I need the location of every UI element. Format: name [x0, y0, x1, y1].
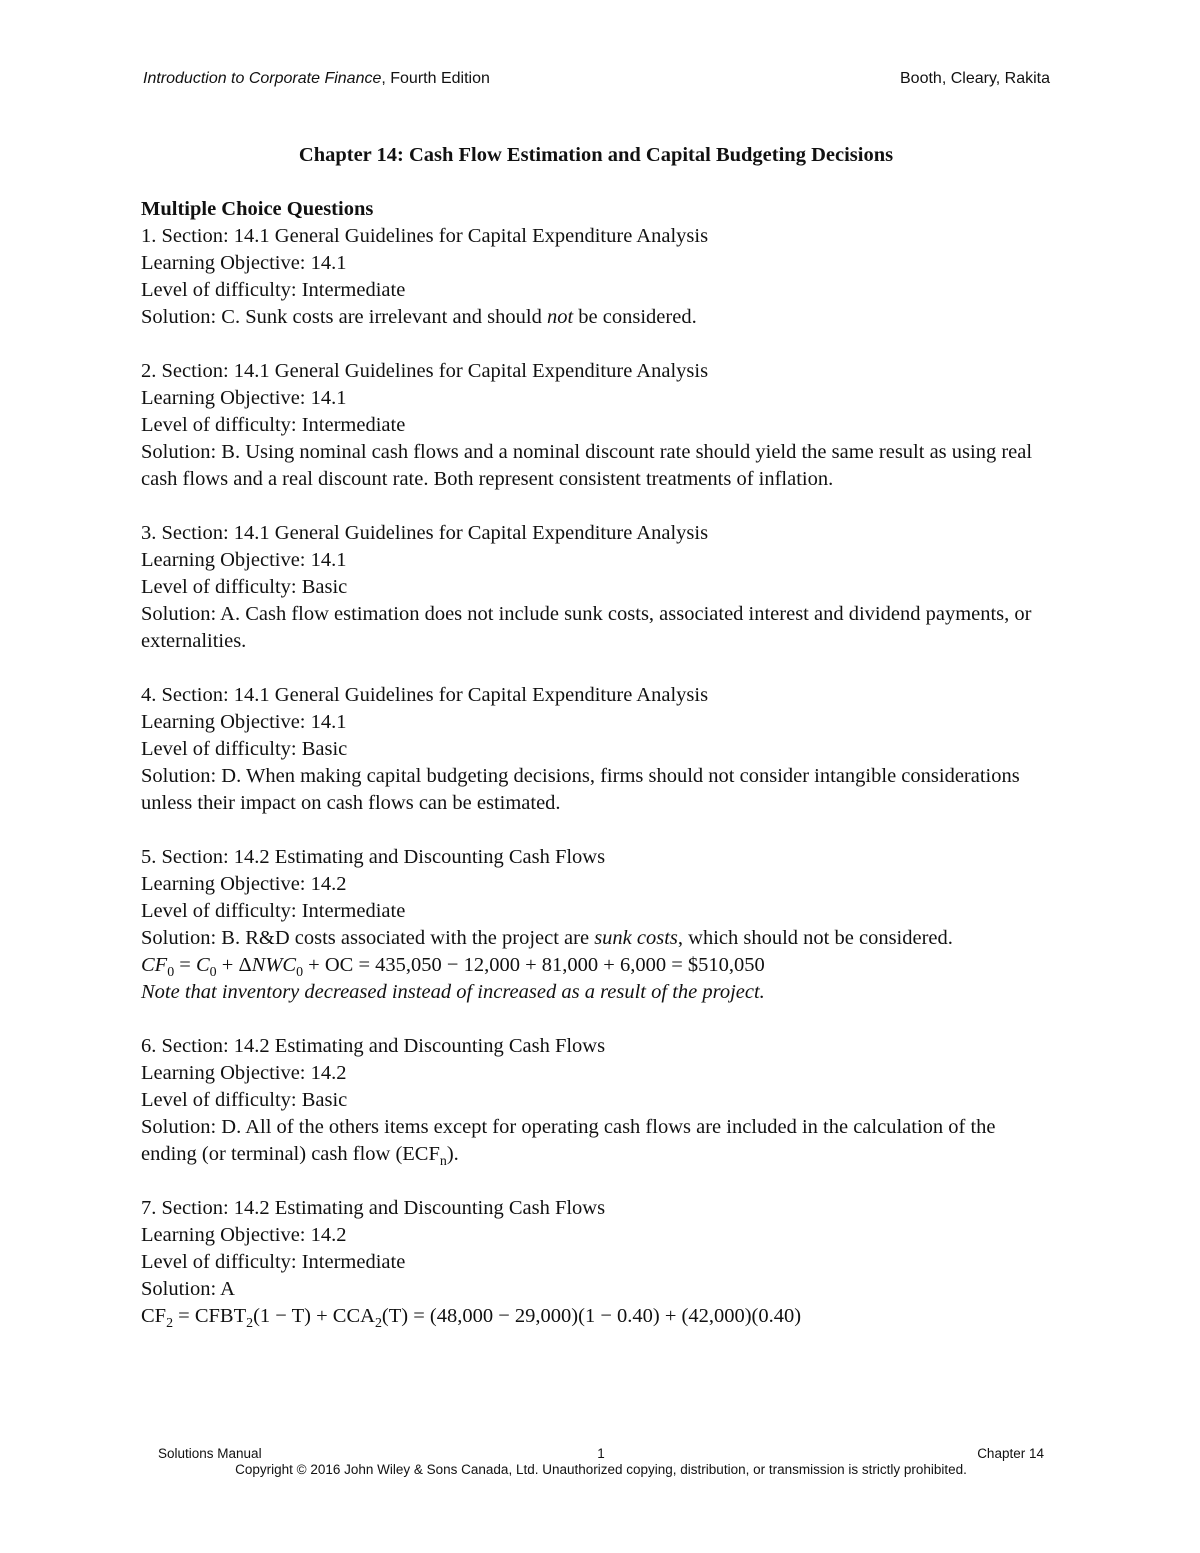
question-section: 4. Section: 14.1 General Guidelines for Capital Expenditure Analysis	[141, 684, 709, 706]
document-body	[141, 138, 1051, 1357]
solution-text: Solution: B. R&D costs associated with the project are	[141, 927, 595, 949]
question-section: 3. Section: 14.1 General Guidelines for Capital Expenditure Analysis	[141, 522, 709, 544]
solution-text-end: , which should not be considered.	[677, 927, 953, 949]
solution-emphasis: not	[546, 306, 574, 328]
question-solution: Solution: A. Cash flow estimation does not include sunk costs, associated interest and dividend payments, or externalities.	[141, 603, 1032, 652]
question-solution	[141, 304, 1051, 331]
question-difficulty: Level of difficulty: Intermediate	[141, 279, 406, 301]
formula-part: (T) = (48,000 − 29,000)(1 − 0.40) + (42,000)(0.40)	[381, 1305, 802, 1327]
question-solution: Solution: A	[141, 1278, 235, 1300]
question-difficulty: Level of difficulty: Basic	[141, 576, 348, 598]
question-section: 5. Section: 14.2 Estimating and Discounting Cash Flows	[141, 846, 606, 868]
solution-text-end: be considered.	[573, 306, 697, 328]
question-note: Note that inventory decreased instead of increased as a result of the project.	[141, 981, 765, 1003]
question-6	[141, 1033, 1051, 1168]
question-difficulty: Level of difficulty: Basic	[141, 738, 348, 760]
footer-chapter-label: Chapter 14	[977, 1446, 1044, 1461]
formula-part: = CFBT	[173, 1305, 247, 1327]
copyright-notice: Copyright © 2016 John Wiley & Sons Canada, Ltd. Unauthorized copying, distribution, or transmission is strictly prohibited.	[235, 1462, 967, 1477]
running-header	[143, 70, 1050, 88]
page-number: 1	[597, 1446, 605, 1461]
question-solution	[141, 925, 1051, 952]
formula-c: C	[195, 954, 210, 976]
formula-sub: 2	[374, 1316, 382, 1332]
formula-plus: +	[216, 954, 239, 976]
book-title-line	[143, 70, 490, 88]
formula-part: CF	[141, 1305, 167, 1327]
solution-subscript: n	[439, 1154, 447, 1170]
formula-sub: 2	[166, 1316, 174, 1332]
book-authors: Booth, Cleary, Rakita	[900, 70, 1050, 87]
question-objective: Learning Objective: 14.2	[141, 1224, 347, 1246]
solution-text: Solution: D. All of the others items except for operating cash flows are included in the calculation of the ending (or terminal) cash flow (ECF	[141, 1116, 996, 1165]
question-section: 1. Section: 14.1 General Guidelines for Capital Expenditure Analysis	[141, 225, 709, 247]
question-4	[141, 682, 1051, 817]
question-difficulty: Level of difficulty: Intermediate	[141, 414, 406, 436]
formula-cf-sub: 0	[167, 965, 175, 981]
formula-equals: =	[174, 954, 196, 976]
cash-flow-formula	[141, 952, 1051, 979]
cf2-formula	[141, 1303, 1051, 1330]
question-objective: Learning Objective: 14.1	[141, 252, 347, 274]
footer-row	[158, 1446, 1044, 1461]
question-difficulty: Level of difficulty: Intermediate	[141, 1251, 406, 1273]
solution-text-end: ).	[446, 1143, 459, 1165]
book-title: Introduction to Corporate Finance	[143, 70, 382, 87]
solution-text: Solution: C. Sunk costs are irrelevant and should	[141, 306, 547, 328]
question-objective: Learning Objective: 14.1	[141, 387, 347, 409]
question-objective: Learning Objective: 14.2	[141, 873, 347, 895]
question-2	[141, 358, 1051, 493]
question-difficulty: Level of difficulty: Basic	[141, 1089, 348, 1111]
question-section: 7. Section: 14.2 Estimating and Discounting Cash Flows	[141, 1197, 606, 1219]
section-heading: Multiple Choice Questions	[141, 198, 374, 220]
formula-part: (1 − T) + CCA	[253, 1305, 375, 1327]
chapter-title: Chapter 14: Cash Flow Estimation and Capital Budgeting Decisions	[298, 144, 894, 166]
question-difficulty: Level of difficulty: Intermediate	[141, 900, 406, 922]
question-5	[141, 844, 1051, 1006]
question-solution: Solution: B. Using nominal cash flows and a nominal discount rate should yield the same result as using real cash flows and a real discount rate. Both represent consistent treatments of inflation.	[141, 441, 1033, 490]
question-solution	[141, 1114, 1051, 1168]
question-solution: Solution: D. When making capital budgeting decisions, firms should not consider intangible considerations unless their impact on cash flows can be estimated.	[141, 765, 1020, 814]
question-objective: Learning Objective: 14.1	[141, 711, 347, 733]
question-section: 6. Section: 14.2 Estimating and Discounting Cash Flows	[141, 1035, 606, 1057]
question-objective: Learning Objective: 14.2	[141, 1062, 347, 1084]
question-section: 2. Section: 14.1 General Guidelines for Capital Expenditure Analysis	[141, 360, 709, 382]
question-7	[141, 1195, 1051, 1330]
page-footer	[158, 1446, 1044, 1477]
book-edition: , Fourth Edition	[381, 70, 490, 87]
question-1	[141, 223, 1051, 331]
formula-nwc-sub: 0	[296, 965, 304, 981]
formula-nwc: NWC	[251, 954, 297, 976]
formula-delta: Δ	[238, 954, 252, 976]
formula-sub: 2	[246, 1316, 254, 1332]
question-3	[141, 520, 1051, 655]
footer-manual-label: Solutions Manual	[158, 1446, 262, 1461]
formula-c-sub: 0	[209, 965, 217, 981]
question-objective: Learning Objective: 14.1	[141, 549, 347, 571]
solution-emphasis: sunk costs	[594, 927, 678, 949]
formula-rest: + OC = 435,050 − 12,000 + 81,000 + 6,000 = $510,050	[303, 954, 765, 976]
formula-cf: CF	[141, 954, 168, 976]
